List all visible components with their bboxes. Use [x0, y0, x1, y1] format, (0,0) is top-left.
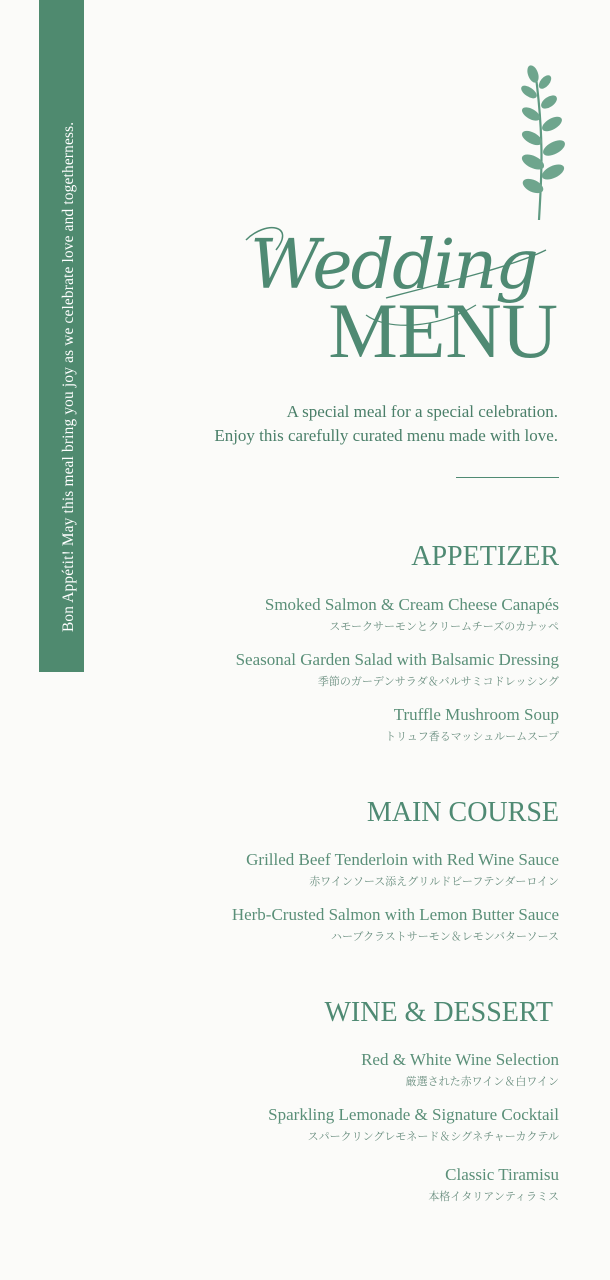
divider: [456, 477, 559, 478]
menu-item-japanese: トリュフ香るマッシュルームスープ: [385, 730, 559, 743]
section-appetizer: [139, 541, 559, 745]
menu-item: [133, 1164, 559, 1205]
page-title: MENU: [328, 287, 558, 374]
section-title: APPETIZER: [411, 541, 559, 572]
menu-item-japanese: 厳選された赤ワイン＆白ワイン: [405, 1075, 559, 1088]
menu-item-name: Sparkling Lemonade & Signature Cocktail: [268, 1105, 559, 1124]
section-title: MAIN COURSE: [366, 797, 559, 828]
menu-item: [139, 904, 559, 945]
menu-item-japanese: 季節のガーデンサラダ＆バルサミコドレッシング: [317, 675, 559, 688]
menu-item: [133, 1104, 559, 1145]
intro-line-1: A special meal for a special celebration.: [286, 402, 558, 421]
menu-item-japanese: 赤ワインソース添えグリルドビーフテンダーロイン: [309, 875, 559, 888]
menu-item: [139, 649, 559, 690]
menu-item-name: Smoked Salmon & Cream Cheese Canapés: [264, 595, 559, 614]
menu-item-name: Herb-Crusted Salmon with Lemon Butter Sauce: [231, 905, 559, 924]
menu-item: [139, 849, 559, 890]
menu-item-japanese: スモークサーモンとクリームチーズのカナッペ: [329, 620, 559, 633]
intro-text: [214, 400, 558, 448]
menu-item-japanese: スパークリングレモネード＆シグネチャーカクテル: [307, 1130, 559, 1143]
menu-item: [139, 704, 559, 745]
leaf-sprig-icon: [505, 62, 585, 227]
section-wine-dessert: [133, 997, 559, 1205]
menu-item-japanese: ハーブクラストサーモン＆レモンバターソース: [330, 930, 559, 943]
menu-item-name: Grilled Beef Tenderloin with Red Wine Sauce: [246, 850, 559, 869]
side-band-message: Bon Appétit! May this meal bring you joy as we celebrate love and togetherness.: [60, 121, 77, 632]
menu-item-name: Classic Tiramisu: [445, 1165, 559, 1184]
section-main-course: [139, 797, 559, 945]
menu-item-japanese: 本格イタリアンティラミス: [428, 1190, 559, 1203]
section-title: WINE & DESSERT: [324, 997, 553, 1028]
menu-item-name: Red & White Wine Selection: [361, 1050, 559, 1069]
intro-line-2: Enjoy this carefully curated menu made with love.: [214, 426, 558, 445]
menu-item: [139, 594, 559, 635]
menu-item-name: Truffle Mushroom Soup: [393, 705, 559, 724]
menu-item-name: Seasonal Garden Salad with Balsamic Dressing: [235, 650, 559, 669]
menu-item: [133, 1049, 559, 1090]
script-title-text: Wedding: [250, 226, 537, 305]
